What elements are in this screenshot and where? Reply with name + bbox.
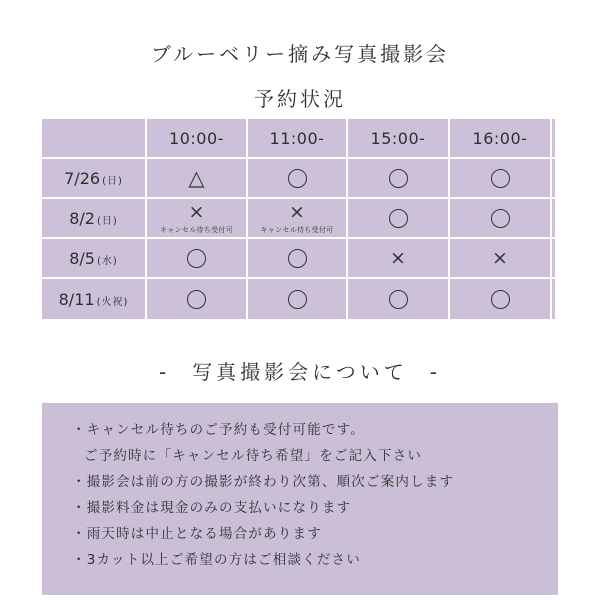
slot-cell: [248, 199, 346, 237]
date-value: 8/2: [69, 208, 95, 228]
slot-cell: [248, 239, 346, 277]
info-item: ・撮影会は前の方の撮影が終わり次第、順次ご案内します: [72, 474, 455, 490]
time-header: [450, 119, 550, 157]
date-cell: [42, 159, 145, 197]
page-title: ブルーベリー摘み写真撮影会: [150, 42, 450, 66]
time-header: [348, 119, 448, 157]
info-item: ・キャンセル待ちのご予約も受付可能です。: [72, 422, 365, 438]
circle-icon: [491, 209, 510, 228]
section-heading-text: 写真撮影会について: [192, 360, 408, 384]
date-value: 8/5: [69, 248, 95, 268]
info-item: ・撮影料金は現金のみの支払いになります: [72, 500, 352, 516]
slot-cell: [348, 199, 448, 237]
time-label: 10:00-: [169, 128, 224, 148]
time-label: 15:00-: [370, 128, 426, 148]
slot-cell: [147, 279, 246, 319]
circle-icon: [389, 209, 408, 228]
col-divider: [550, 119, 552, 319]
time-header: [147, 119, 246, 157]
weekday-label: (火祝): [96, 296, 129, 308]
time-label: 11:00-: [269, 128, 325, 148]
info-item: ご予約時に「キャンセル待ち希望」をご記入下さい: [84, 448, 423, 464]
date-label: [69, 209, 118, 228]
info-item: ・3カット以上ご希望の方はご相談ください: [72, 552, 361, 568]
cross-icon: ×: [188, 200, 205, 223]
cross-icon: ×: [492, 247, 508, 269]
info-item: ・雨天時は中止となる場合があります: [72, 526, 322, 542]
slot-cell: [248, 159, 346, 197]
weekday-label: (日): [102, 175, 123, 187]
cross-icon: ×: [289, 200, 305, 223]
date-cell: [42, 279, 145, 319]
slot-cell: [348, 279, 448, 319]
circle-icon: [288, 249, 307, 268]
circle-icon: [187, 290, 206, 309]
slot-cell: [450, 279, 550, 319]
heading-dash: -: [158, 360, 171, 384]
date-label: [59, 290, 129, 309]
weekday-label: (日): [96, 215, 118, 227]
time-label: 16:00-: [472, 128, 528, 148]
slot-cell: [147, 199, 246, 237]
circle-icon: [187, 249, 206, 268]
cross-icon: ×: [390, 247, 406, 269]
circle-icon: [491, 290, 510, 309]
time-header: [248, 119, 346, 157]
info-panel: [42, 403, 558, 595]
date-cell: [42, 239, 145, 277]
circle-icon: [288, 290, 307, 309]
heading-dash: -: [429, 360, 442, 384]
weekday-label: (水): [96, 255, 118, 267]
section-heading: [0, 356, 600, 385]
slot-cell: [450, 199, 550, 237]
date-value: 7/26: [64, 168, 101, 188]
slot-cell: [348, 159, 448, 197]
waitlist-note: キャンセル待ち受付可: [160, 225, 233, 234]
slot-cell: [147, 159, 246, 197]
slot-cell: [450, 239, 550, 277]
circle-icon: [389, 290, 408, 309]
slot-cell: [450, 159, 550, 197]
date-label: [64, 169, 123, 188]
waitlist-note: キャンセル待ち受付可: [260, 225, 334, 234]
circle-icon: [288, 169, 307, 188]
page-subtitle: 予約状況: [254, 87, 346, 111]
circle-icon: [389, 169, 408, 188]
slot-cell: [147, 239, 246, 277]
slot-cell: [248, 279, 346, 319]
date-cell: [42, 199, 145, 237]
circle-icon: [491, 169, 510, 188]
reservation-table: [42, 119, 555, 319]
slot-cell: [348, 239, 448, 277]
info-list: [72, 417, 454, 573]
date-label: [69, 249, 118, 268]
date-value: 8/11: [58, 289, 95, 309]
triangle-icon: △: [188, 166, 205, 190]
